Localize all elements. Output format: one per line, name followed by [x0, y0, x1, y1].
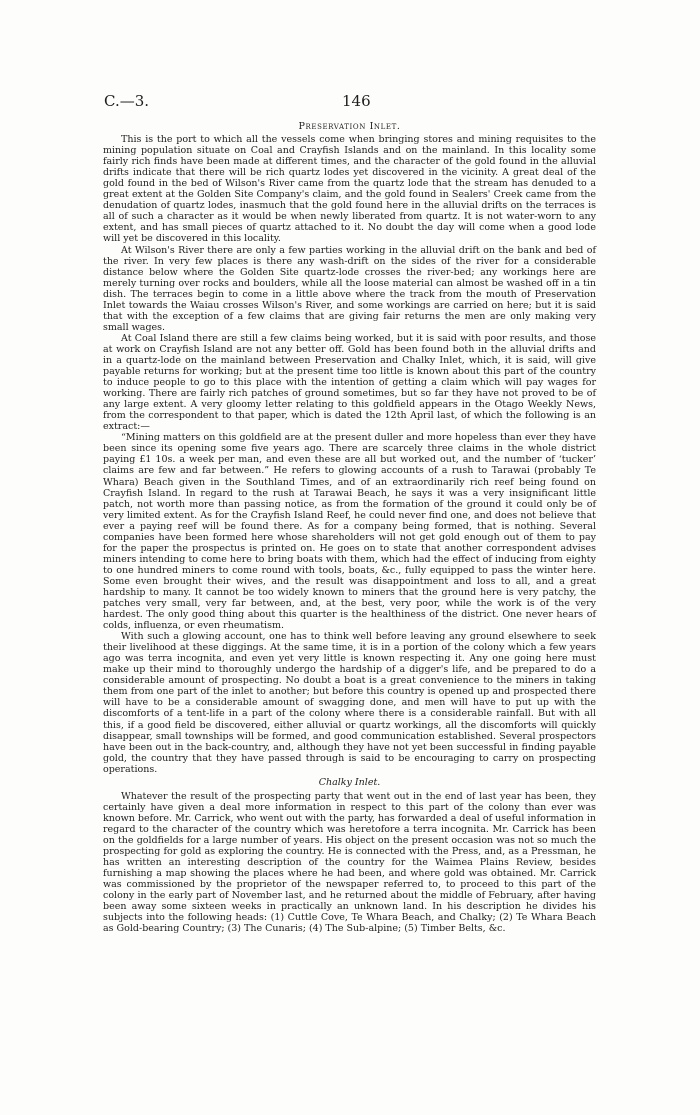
- report-reference: C.—3.: [104, 92, 150, 110]
- section-heading-chalky-inlet: Chalky Inlet.: [318, 776, 381, 788]
- paragraph: Whatever the result of the prospecting party that went out in the end of last year has been, they certainly have given a deal more information in respect to this part of the colony than ever was known before. Mr. Carrick, who went out with the party, has forwarded a deal of useful information in regard to the character of the country which was heretofore a terra incognita. Mr. Carrick has been on the goldfields for a large number of years. His object on the present occasion was not so much the prospecting for gold as exploring the country. He is connected with the Press, and, as a Pressman, he has written an interesting description of the country for the Waimea Plains Review, besides furnishing a map showing the places where he had been, and where gold was obtained. Mr. Carrick was commissioned by the proprietor of the newspaper referred to, to proceed to this part of the colony in the early part of November last, and he returned about the middle of February, after having been away some sixteen weeks in practically an unknown land. In his description he divides his subjects into the following heads: (1) Cuttle Cove, Te Whara Beach, and Chalky; (2) Te Whara Beach as Gold-bearing Country; (3) The Cunaris; (4) The Sub-alpine; (5) Timber Belts, &c.: [103, 790, 596, 935]
- document-body: [103, 121, 596, 934]
- paragraph: With such a glowing account, one has to think well before leaving any ground elsewhere to seek their livelihood at these diggings. At the same time, it is in a portion of the colony which a few years ago was terra incognita, and even yet very little is known respecting it. Any one going here must make up their mind to thoroughly undergo the hardship of a digger's life, and be prepared to do a considerable amount of prospecting. No doubt a boat is a great convenience to the miners in taking them from one part of the inlet to another; but before this country is opened up and prospected there will have to be a considerable amount of swagging done, and men will have to put up with the discomforts of a tent-life in a part of the colony where there is a considerable rainfall. But with all this, if a good field be discovered, either alluvial or quartz workings, all the discomforts will quickly disappear, small townships will be formed, and good communication established. Several prospectors have been out in the back-country, and, although they have not yet been successful in finding payable gold, the country that they have passed through is said to be encouraging to carry on prospecting operations.: [103, 631, 596, 775]
- page-number: 146: [342, 92, 371, 110]
- paragraph: This is the port to which all the vessels come when bringing stores and mining requisites to the mining population situate on Coal and Crayfish Islands and on the mainland. In this locality some fairly rich finds have been made at different times, and the character of the gold found in the alluvial drifts indicate that there will be rich quartz lodes yet discovered in the vicinity. A great deal of the gold found in the bed of Wilson's River came from the quartz lode that the stream has denuded to a great extent at the Golden Site Company's claim, and the gold found in Sealers' Creek came from the denudation of quartz lodes, inasmuch that the gold found here in the alluvial drifts on the terraces is all of such a character as it would be when newly liberated from quartz. It is not water-worn to any extent, and has small pieces of quartz attached to it. No doubt the day will come when a good lode will yet be discovered in this locality.: [103, 134, 596, 245]
- paragraph: At Wilson's River there are only a few parties working in the alluvial drift on the bank and bed of the river. In very few places is there any wash-drift on the sides of the river for a considerable distance below where the Golden Site quartz-lode crosses the river-bed; any workings here are merely turning over rocks and boulders, while all the loose material can almost be washed off in a tin dish. The terraces begin to come in a little above where the track from the mouth of Preservation Inlet towards the Waiau crosses Wilson's River, and some workings are carried on here; but it is said that with the exception of a few claims that are giving fair returns the men are only making very small wages.: [103, 244, 596, 333]
- page-header: [104, 92, 595, 114]
- section-heading-preservation-inlet: Preservation Inlet.: [298, 121, 401, 132]
- paragraph: At Coal Island there are still a few claims being worked, but it is said with poor results, and those at work on Crayfish Island are not any better off. Gold has been found both in the alluvial drifts and in a quartz-lode on the mainland between Preservation and Chalky Inlet, which, it is said, will give payable returns for working; but at the present time too little is known about this part of the country to induce people to go to this place with the intention of getting a claim which will pay wages for working. There are fairly rich patches of ground sometimes, but so far they have not proved to be of any large extent. A very gloomy letter relating to this goldfield appears in the Otago Weekly News, from the correspondent to that paper, which is dated the 12th April last, of which the following is an extract:—: [103, 332, 596, 433]
- quoted-paragraph: “Mining matters on this goldfield are at the present duller and more hopeless than ever they have been since its opening some five years ago. There are scarcely three claims in the whole district paying £1 10s. a week per man, and even these are all but worked out, and the number of ‘tucker’ claims are few and far between.” He refers to glowing accounts of a rush to Tarawai (probably Te Whara) Beach given in the Southland Times, and of an extraordinarily rich reef being found on Crayfish Island. In regard to the rush at Tarawai Beach, he says it was a very insignificant little patch, not worth more than passing notice, as from the formation of the ground it could only be of very limited extent. As for the Crayfish Island Reef, he could never find one, and does not believe that ever a paying reef will be found there. As for a company being formed, that is nothing. Several companies have been formed here whose shareholders will not get gold enough out of them to pay for the paper the prospectus is printed on. He goes on to state that another correspondent advises miners intending to come here to bring boats with them, which had the effect of inducing from eighty to one hundred miners to come round with tools, boats, &c., fully equipped to pass the winter here. Some even brought their wives, and the result was disappointment and loss to all, and a great hardship to many. It cannot be too widely known to miners that the ground here is very patchy, the patches very small, very far between, and, at the best, very poor, while the work is of the very hardest. The only good thing about this quarter is the healthiness of the district. One never hears of colds, influenza, or even rheumatism.: [103, 432, 596, 632]
